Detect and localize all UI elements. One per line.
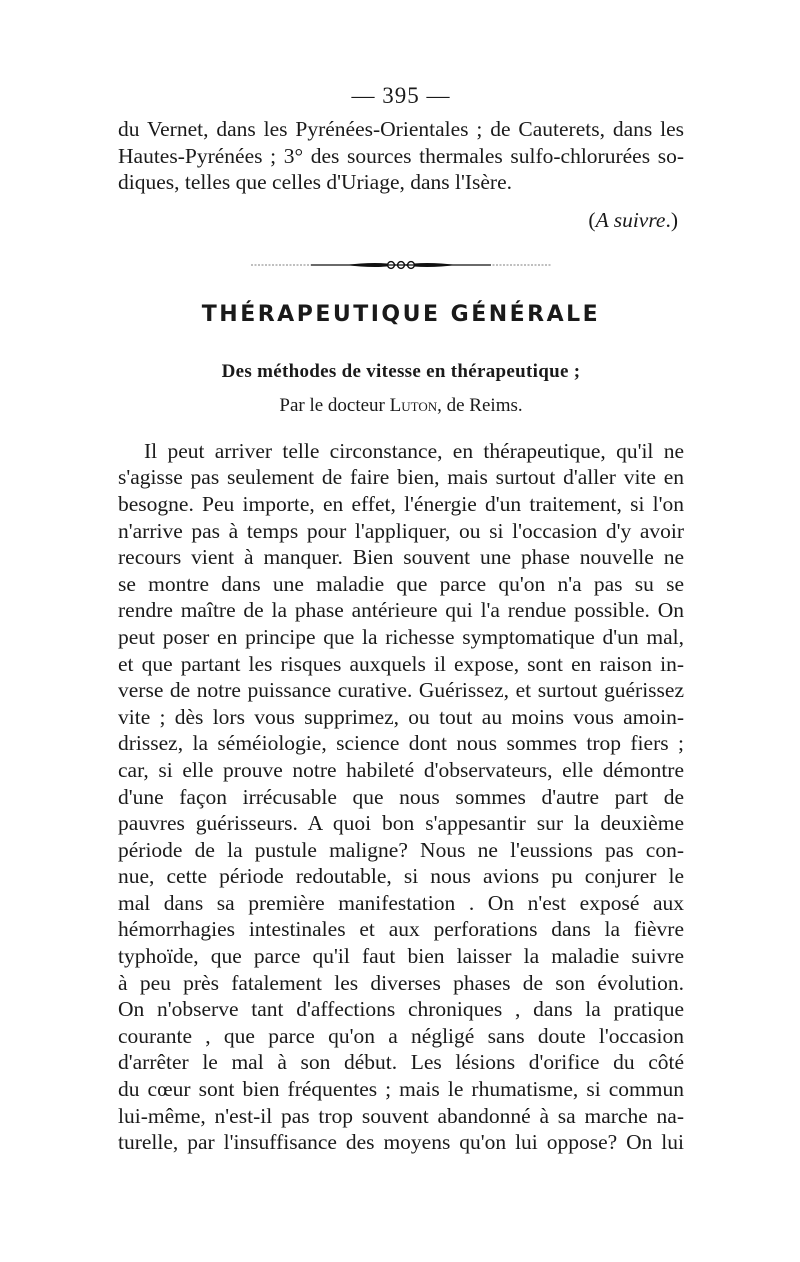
text-line: rendre maître de la phase antérieure qui l'a rendue possible. On [118, 598, 684, 623]
text-line: mal dans sa première manifestation . On n'est exposé aux [118, 890, 684, 915]
text-line: car, si elle prouve notre habileté d'observateurs, elle démontre [118, 757, 684, 782]
section-title: THÉRAPEUTIQUE GÉNÉRALE [201, 301, 601, 327]
text-line: Hautes-Pyrénées ; 3° des sources thermales sulfo-chlorurées so- [118, 143, 684, 168]
text-line: et que partant les risques auxquels il expose, sont en raison in- [118, 651, 684, 676]
text-line: verse de notre puissance curative. Guérissez, et surtout guérissez [118, 678, 684, 703]
text-line: On n'observe tant d'affections chroniques , dans la pratique [118, 997, 684, 1022]
text-line: se montre dans une maladie que parce qu'on n'a pas su se [118, 571, 684, 596]
byline [118, 394, 684, 418]
author-name: Luton [389, 394, 438, 416]
article-title: Des méthodes de vitesse en thérapeutique ; [221, 360, 581, 382]
ornamental-separator [251, 258, 551, 272]
text-line: courante , que parce qu'on a négligé sans doute l'occasion [118, 1023, 684, 1048]
body-paragraph [118, 438, 684, 1156]
text-line: du cœur sont bien fréquentes ; mais le rhumatisme, si commun [118, 1077, 684, 1102]
text-line: diques, telles que celles d'Uriage, dans l'Isère. [118, 170, 513, 195]
text-line: pauvres guérisseurs. A quoi bon s'appesantir sur la deuxième [118, 811, 684, 836]
to-be-continued-text: A suivre [595, 207, 666, 232]
text-line: vite ; dès lors vous supprimez, ou tout au moins vous amoin- [118, 704, 684, 729]
document-page [118, 82, 684, 1156]
intro-paragraph [118, 116, 684, 196]
text-line: période de la pustule maligne? Nous ne l'eussions pas con- [118, 837, 684, 862]
page-number: — 395 — [351, 83, 451, 108]
text-line: d'une façon irrécusable que nous sommes d'autre part de [118, 784, 684, 809]
text-line: nue, cette période redoutable, si nous avions pu conjurer le [118, 864, 684, 889]
text-line: lui-même, n'est-il pas trop souvent abandonné à sa marche na- [118, 1103, 684, 1128]
to-be-continued-note: (A suivre.) [588, 207, 678, 232]
text-line: Il peut arriver telle circonstance, en thérapeutique, qu'il ne [144, 438, 684, 463]
text-line: du Vernet, dans les Pyrénées-Orientales ; de Cauterets, dans les [118, 117, 684, 141]
byline-suffix: , de Reims. [437, 394, 523, 416]
byline-prefix: Par le docteur [279, 394, 385, 416]
text-line: typhoïde, que parce qu'il faut bien laisser la maladie suivre [118, 944, 684, 969]
text-line: recours vient à manquer. Bien souvent une phase nouvelle ne [118, 545, 684, 570]
text-line: turelle, par l'insuffisance des moyens qu'on lui oppose? On lui [118, 1130, 684, 1155]
text-line: peut poser en principe que la richesse symptomatique d'un mal, [118, 624, 684, 649]
text-line: drissez, la séméiologie, science dont nous sommes trop fiers ; [118, 731, 684, 756]
text-line: s'agisse pas seulement de faire bien, mais surtout d'aller vite en [118, 465, 684, 490]
text-line: besogne. Peu importe, en effet, l'énergie d'un traitement, si l'on [118, 491, 684, 516]
separator-ornament-icon [251, 258, 551, 272]
text-line: n'arrive pas à temps pour l'appliquer, ou si l'occasion d'y avoir [118, 518, 684, 543]
text-line: à peu près fatalement les diverses phases de son évolution. [118, 970, 684, 995]
text-line: hémorrhagies intestinales et aux perforations dans la fièvre [118, 917, 684, 942]
text-line: d'arrêter le mal à son début. Les lésions d'orifice du côté [118, 1050, 684, 1075]
